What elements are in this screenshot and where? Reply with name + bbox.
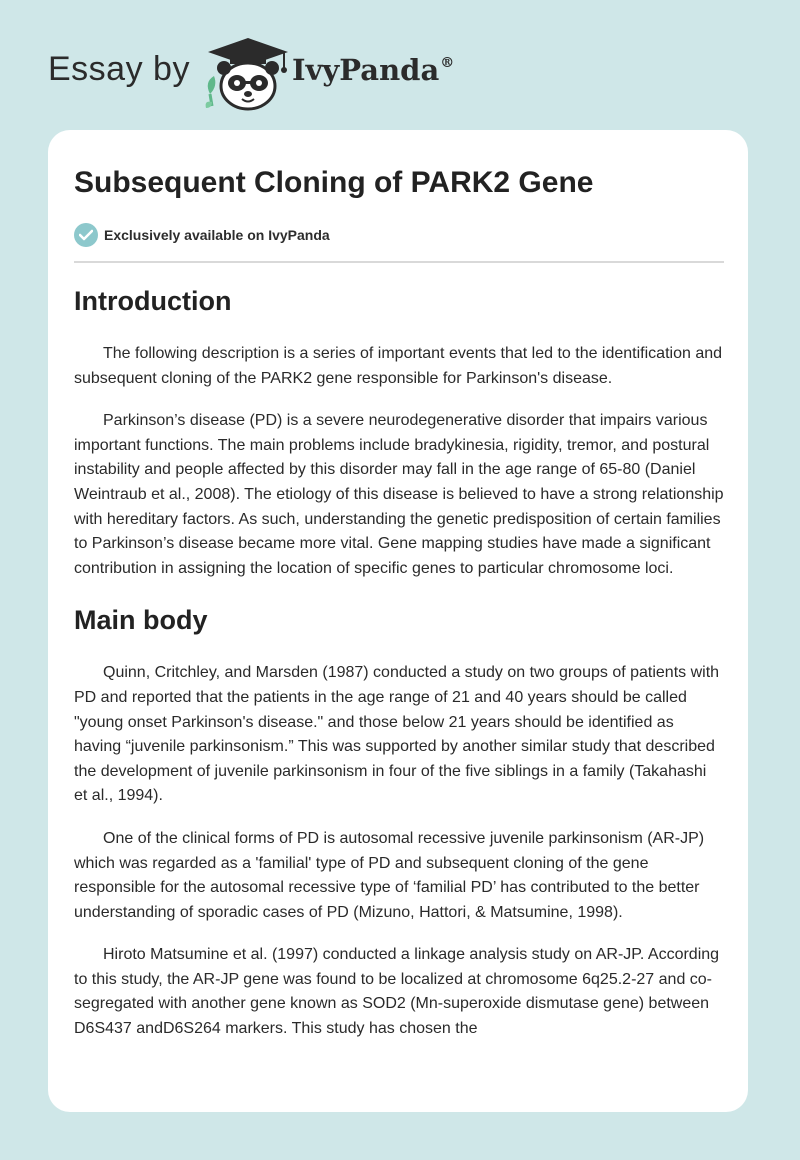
brand-name: IvyPanda® xyxy=(292,53,455,87)
exclusive-label: Exclusively available on IvyPanda xyxy=(104,227,330,243)
paragraph: Hiroto Matsumine et al. (1997) conducted a linkage analysis study on AR-JP. According to this study, the AR-JP gene was found to be localized at chromosome 6q25.2-27 and co-segregated with another gene known as SOD2 (Mn-superoxide dismutase gene) between D6S437 andD6S264 markers. This study has chosen the xyxy=(74,946,720,1038)
check-badge-icon xyxy=(74,223,98,247)
exclusive-badge xyxy=(74,222,330,248)
panda-graduate-logo-icon[interactable] xyxy=(200,36,296,112)
section-heading-main-body: Main body xyxy=(74,605,208,636)
paragraph: One of the clinical forms of PD is autosomal recessive juvenile parkinsonism (AR-JP) which was regarded as a 'familial' type of PD and subsequent cloning of the gene responsible for the autosomal recessive type of ‘familial PD’ has contributed to the better understanding of sporadic cases of PD (Mizuno, Hattori, & Matsumine, 1998). xyxy=(74,829,705,921)
article-card xyxy=(48,130,748,1112)
article-body xyxy=(74,280,724,1042)
section-heading-introduction: Introduction xyxy=(74,286,232,316)
page-title: Subsequent Cloning of PARK2 Gene xyxy=(74,166,594,199)
title-divider xyxy=(74,261,724,263)
paragraph: Quinn, Critchley, and Marsden (1987) conducted a study on two groups of patients with PD and reported that the patients in the age range of 21 and 40 years should be called "young onset Parkinson's disease." and those below 21 years should be identified as having “juvenile parkinsonism.” This was supported by another similar study that described the development of juvenile parkinsonism in four of the five siblings in a family (Takahashi et al., 1994). xyxy=(74,664,720,805)
registered-mark: ® xyxy=(440,55,455,71)
paragraph: The following description is a series of important events that led to the identification and subsequent cloning of the PARK2 gene responsible for Parkinson's disease. xyxy=(74,345,723,387)
paragraph: Parkinson’s disease (PD) is a severe neurodegenerative disorder that impairs various important functions. The main problems include bradykinesia, rigidity, tremor, and postural instability and people affected by this disorder may fall in the age range of 65-80 (Daniel Weintraub et al., 2008). The etiology of this disease is believed to have a strong relationship with hereditary factors. As such, understanding the genetic predisposition of certain families to Parkinson’s disease became more vital. Gene mapping studies have made a significant contribution in assigning the location of specific genes to particular chromosome loci. xyxy=(74,412,724,577)
site-header xyxy=(0,0,800,130)
brand-prefix: Essay by xyxy=(48,50,190,88)
